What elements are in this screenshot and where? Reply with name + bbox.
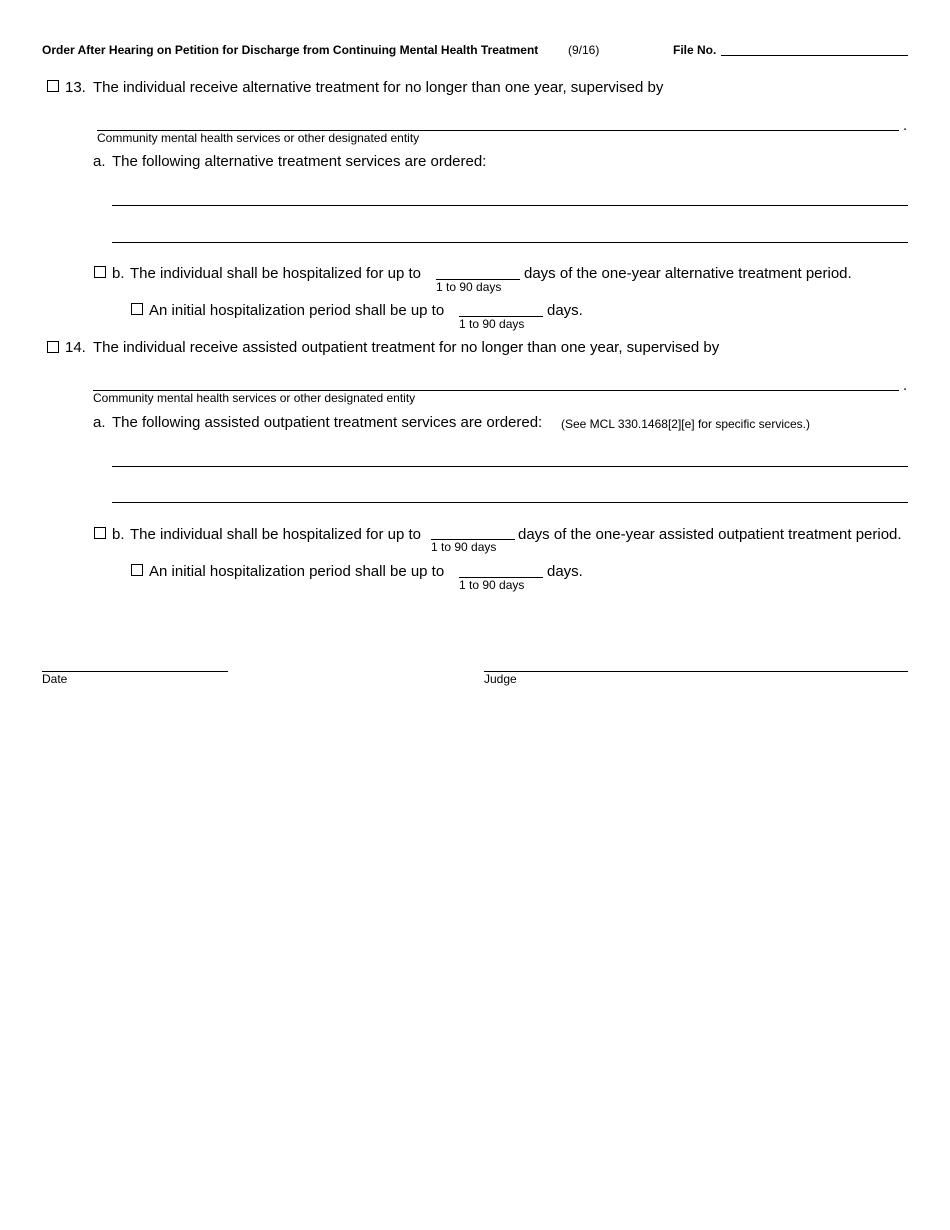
item14-services-line-1[interactable]	[112, 466, 908, 467]
item13-b-text: The individual shall be hospitalized for up to	[130, 265, 422, 282]
item14-a-text: The following assisted outpatient treatment services are ordered:	[112, 414, 543, 431]
item13-initial-text: An initial hospitalization period shall be up to	[149, 302, 445, 319]
judge-signature-field[interactable]	[484, 671, 908, 672]
date-field[interactable]	[42, 671, 228, 672]
item14-b-checkbox[interactable]	[94, 527, 106, 539]
item13-initial-checkbox[interactable]	[131, 303, 143, 315]
item14-b-text: The individual shall be hospitalized for up to	[130, 526, 422, 543]
item13-b-label: b.	[112, 265, 125, 282]
item14-text: The individual receive assisted outpatient treatment for no longer than one year, supervised by	[93, 339, 720, 356]
item14-a-note: (See MCL 330.1468[2][e] for specific services.)	[561, 417, 810, 431]
judge-label: Judge	[484, 672, 517, 686]
file-no-field[interactable]	[721, 55, 908, 56]
item13-entity-label: Community mental health services or other designated entity	[97, 131, 420, 145]
item13-text: The individual receive alternative treatment for no longer than one year, supervised by	[93, 79, 664, 96]
form-title: Order After Hearing on Petition for Discharge from Continuing Mental Health Treatment	[42, 43, 539, 57]
item13-checkbox[interactable]	[47, 80, 59, 92]
item13-initial-after: days.	[547, 302, 583, 319]
date-label: Date	[42, 672, 68, 686]
item14-entity-label: Community mental health services or other designated entity	[93, 391, 416, 405]
file-no-label: File No.	[673, 43, 717, 57]
item14-services-line-2[interactable]	[112, 502, 908, 503]
item13-services-line-2[interactable]	[112, 242, 908, 243]
item14-period: .	[903, 377, 908, 394]
item14-number: 14.	[65, 339, 86, 356]
item14-initial-text: An initial hospitalization period shall be up to	[149, 563, 445, 580]
item13-period: .	[903, 117, 908, 134]
item14-a-label: a.	[93, 414, 106, 431]
item13-initial-hint: 1 to 90 days	[459, 317, 525, 331]
item13-b-checkbox[interactable]	[94, 266, 106, 278]
item14-b-label: b.	[112, 526, 125, 543]
item13-a-text: The following alternative treatment services are ordered:	[112, 153, 487, 170]
item14-initial-after: days.	[547, 563, 583, 580]
item13-number: 13.	[65, 79, 86, 96]
item14-b-text-after: days of the one-year assisted outpatient treatment period.	[518, 526, 902, 543]
form-revision: (9/16)	[568, 43, 600, 57]
item13-services-line-1[interactable]	[112, 205, 908, 206]
item14-initial-checkbox[interactable]	[131, 564, 143, 576]
item14-initial-hint: 1 to 90 days	[459, 578, 525, 592]
item13-b-text-after: days of the one-year alternative treatment period.	[524, 265, 852, 282]
item13-b-hint: 1 to 90 days	[436, 280, 502, 294]
item14-checkbox[interactable]	[47, 341, 59, 353]
item14-b-hint: 1 to 90 days	[431, 540, 497, 554]
item13-a-label: a.	[93, 153, 106, 170]
